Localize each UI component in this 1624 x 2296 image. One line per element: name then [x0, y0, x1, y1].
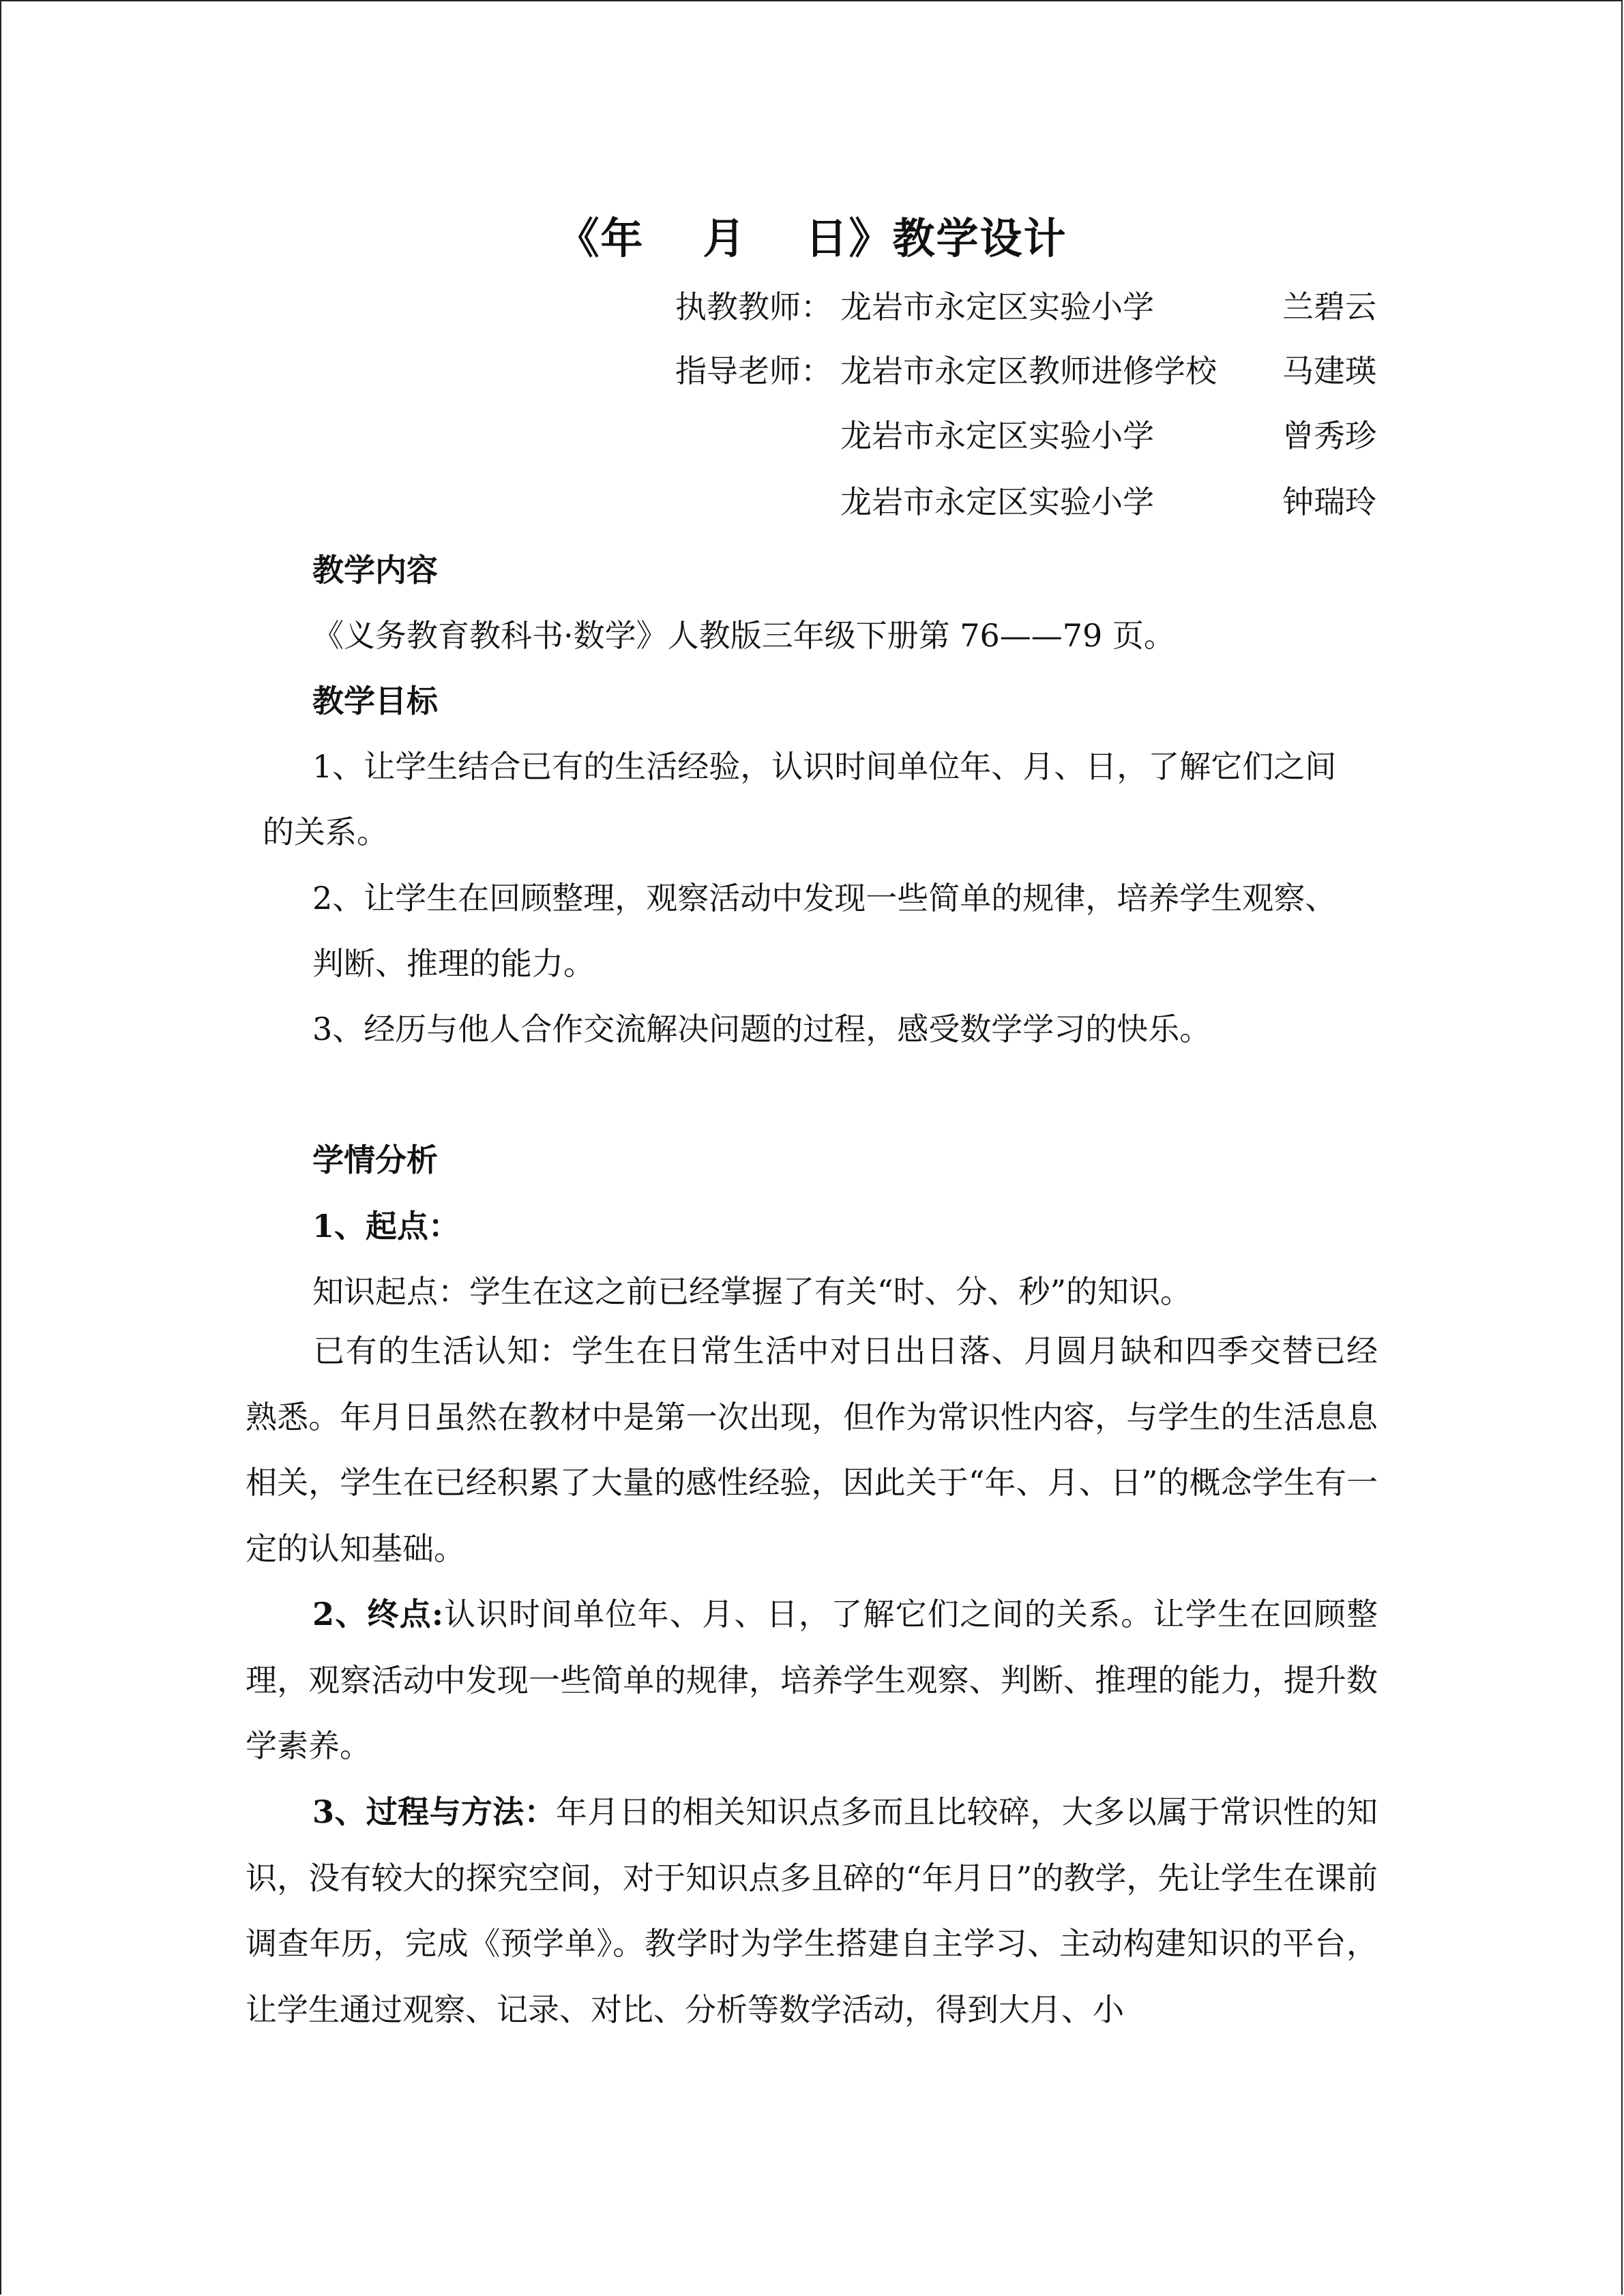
advisor-name: 马建瑛 [1282, 353, 1376, 389]
start-heading: 1、起点： [312, 1208, 460, 1244]
end-heading: 2、终点: [312, 1596, 443, 1632]
goal-2-line-1: 2、让学生在回顾整理，观察活动中发现一些简单的规律，培养学生观察、 [312, 880, 1337, 916]
advisor-name: 钟瑞玲 [1282, 483, 1376, 520]
advisor-line-1 [0, 346, 1624, 387]
teacher-line [0, 282, 1624, 323]
goal-1-line-2: 的关系。 [263, 814, 388, 850]
title-part-month: 月 [703, 213, 747, 263]
section-heading-analysis: 学情分析 [312, 1142, 438, 1178]
document-title [0, 205, 1624, 265]
process-paragraph [246, 1779, 1378, 2042]
teacher-name: 兰碧云 [1282, 288, 1376, 325]
teacher-org: 龙岩市永定区实验小学 [840, 288, 1154, 325]
knowledge-start: 知识起点：学生在这之前已经掌握了有关“时、分、秒”的知识。 [312, 1273, 1192, 1310]
advisor-name: 曾秀珍 [1282, 417, 1376, 454]
life-cognition-text: 已有的生活认知：学生在日常生活中对日出日落、月圆月缺和四季交替已经熟悉。年月日虽然在教材中是第一次出现，但作为常识性内容，与学生的生活息息相关，学生在已经积累了大量的感性经验，因此关于“年、月、日”的概念学生有一定的认知基础。 [246, 1332, 1378, 1567]
advisor-line-2 [0, 411, 1624, 452]
title-part-day: 日》教学设计 [805, 213, 1067, 263]
life-cognition-paragraph [246, 1318, 1378, 1581]
goal-1-line-1: 1、让学生结合已有的生活经验，认识时间单位年、月、日，了解它们之间 [312, 748, 1337, 785]
process-text: 年月日的相关知识点多而且比较碎，大多以属于常识性的知识，没有较大的探究空间，对于知识点多且碎的“年月日”的教学，先让学生在课前调查年历，完成《预学单》。教学时为学生搭建自主学习、主动构建知识的平台，让学生通过观察、记录、对比、分析等数学活动，得到大月、小 [246, 1793, 1378, 2028]
goal-2-line-2: 判断、推理的能力。 [312, 945, 595, 982]
advisor-org: 龙岩市永定区教师进修学校 [840, 353, 1217, 389]
teacher-label: 执教教师： [675, 288, 832, 325]
goal-3: 3、经历与他人合作交流解决问题的过程，感受数学学习的快乐。 [312, 1011, 1211, 1047]
advisor-org: 龙岩市永定区实验小学 [840, 483, 1154, 520]
advisor-label: 指导老师： [675, 353, 832, 389]
section-heading-content: 教学内容 [312, 552, 438, 588]
end-text: 认识时间单位年、月、日，了解它们之间的关系。让学生在回顾整理，观察活动中发现一些简单的规律，培养学生观察、判断、推理的能力，提升数学素养。 [246, 1596, 1378, 1764]
section-heading-goals: 教学目标 [312, 683, 438, 719]
title-part-year: 《年 [557, 213, 645, 263]
advisor-line-3 [0, 477, 1624, 518]
process-heading: 3、过程与方法： [312, 1793, 556, 1830]
advisor-org: 龙岩市永定区实验小学 [840, 417, 1154, 454]
content-text: 《义务教育教科书·数学》人教版三年级下册第 76——79 页。 [312, 617, 1175, 654]
end-paragraph [246, 1581, 1378, 1779]
